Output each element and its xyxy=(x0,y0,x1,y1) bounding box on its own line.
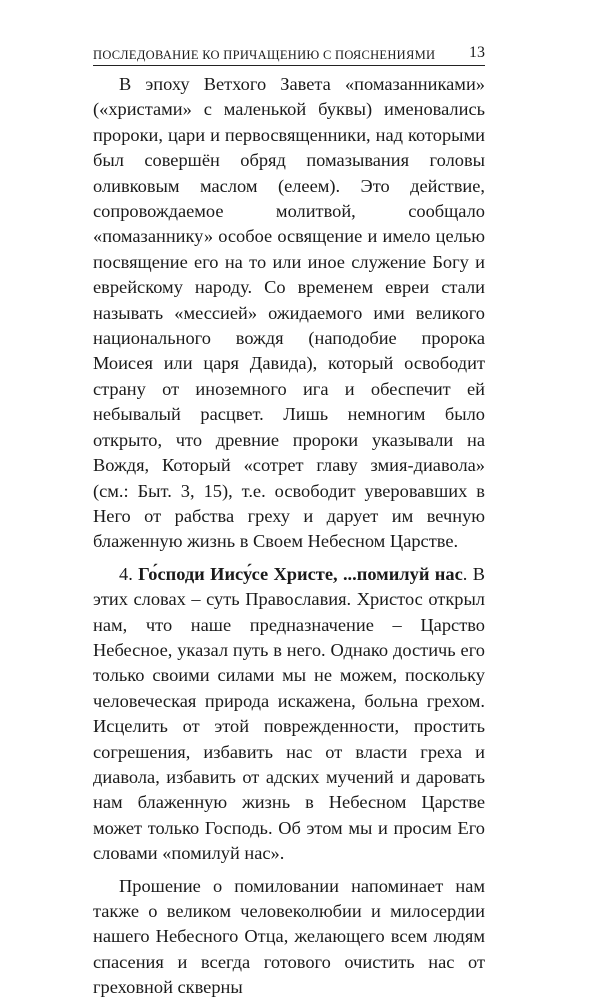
running-header xyxy=(93,42,485,66)
page-body xyxy=(93,72,485,1001)
running-title: ПОСЛЕДОВАНИЕ КО ПРИЧАЩЕНИЮ С ПОЯСНЕНИЯМИ xyxy=(93,47,436,62)
paragraph-1: В эпоху Ветхого Завета «помазанниками» («христами» с маленькой буквы) именовались пророки, цари и первосвященники, над которыми был совершён обряд помазывания головы оливковым маслом (елеем). Это действие, сопровождаемое молитвой, сообщало «помазаннику» особое освящение и имело целью посвящение его на то или иное служение Богу и еврейскому народу. Со временем евреи стали называть «мессией» ожидаемого ими великого национального вождя (наподобие пророка Моисея или царя Давида), который освободит страну от иноземного ига и обеспечит ей небывалый расцвет. Лишь немногим было открыто, что древние пророки указывали на Вождя, Который «сотрет главу змия-диавола» (см.: Быт. 3, 15), т.е. освободит уверовавших в Него от рабства греху и дарует им вечную блаженную жизнь в Своем Небесном Царстве. xyxy=(93,74,485,552)
paragraph-2-text: . В этих словах – суть Православия. Христос открыл нам, что наше предназначение – Царство Небесное, указал путь в него. Однако достичь его только своими силами мы не можем, поскольку человеческая природа искажена, больна грехом. Исцелить от этой поврежденности, простить согрешения, избавить нас от власти греха и диавола, избавить от адских мучений и даровать нам блаженную жизнь в Небесном Царстве может только Господь. Об этом мы и просим Его словами «помилуй нас». xyxy=(93,563,485,864)
prayer-heading: Го́споди Иису́се Христе, ...помилуй нас xyxy=(138,563,463,584)
item-number: 4. xyxy=(119,563,133,584)
page-number: 13 xyxy=(469,44,485,61)
paragraph-2 xyxy=(93,562,485,867)
paragraph-3: Прошение о помиловании напоминает нам также о великом человеколюбии и милосердии нашего Небесного Отца, желающего всем людям спасения и всегда готового очистить нас от греховной скверны xyxy=(93,875,485,998)
